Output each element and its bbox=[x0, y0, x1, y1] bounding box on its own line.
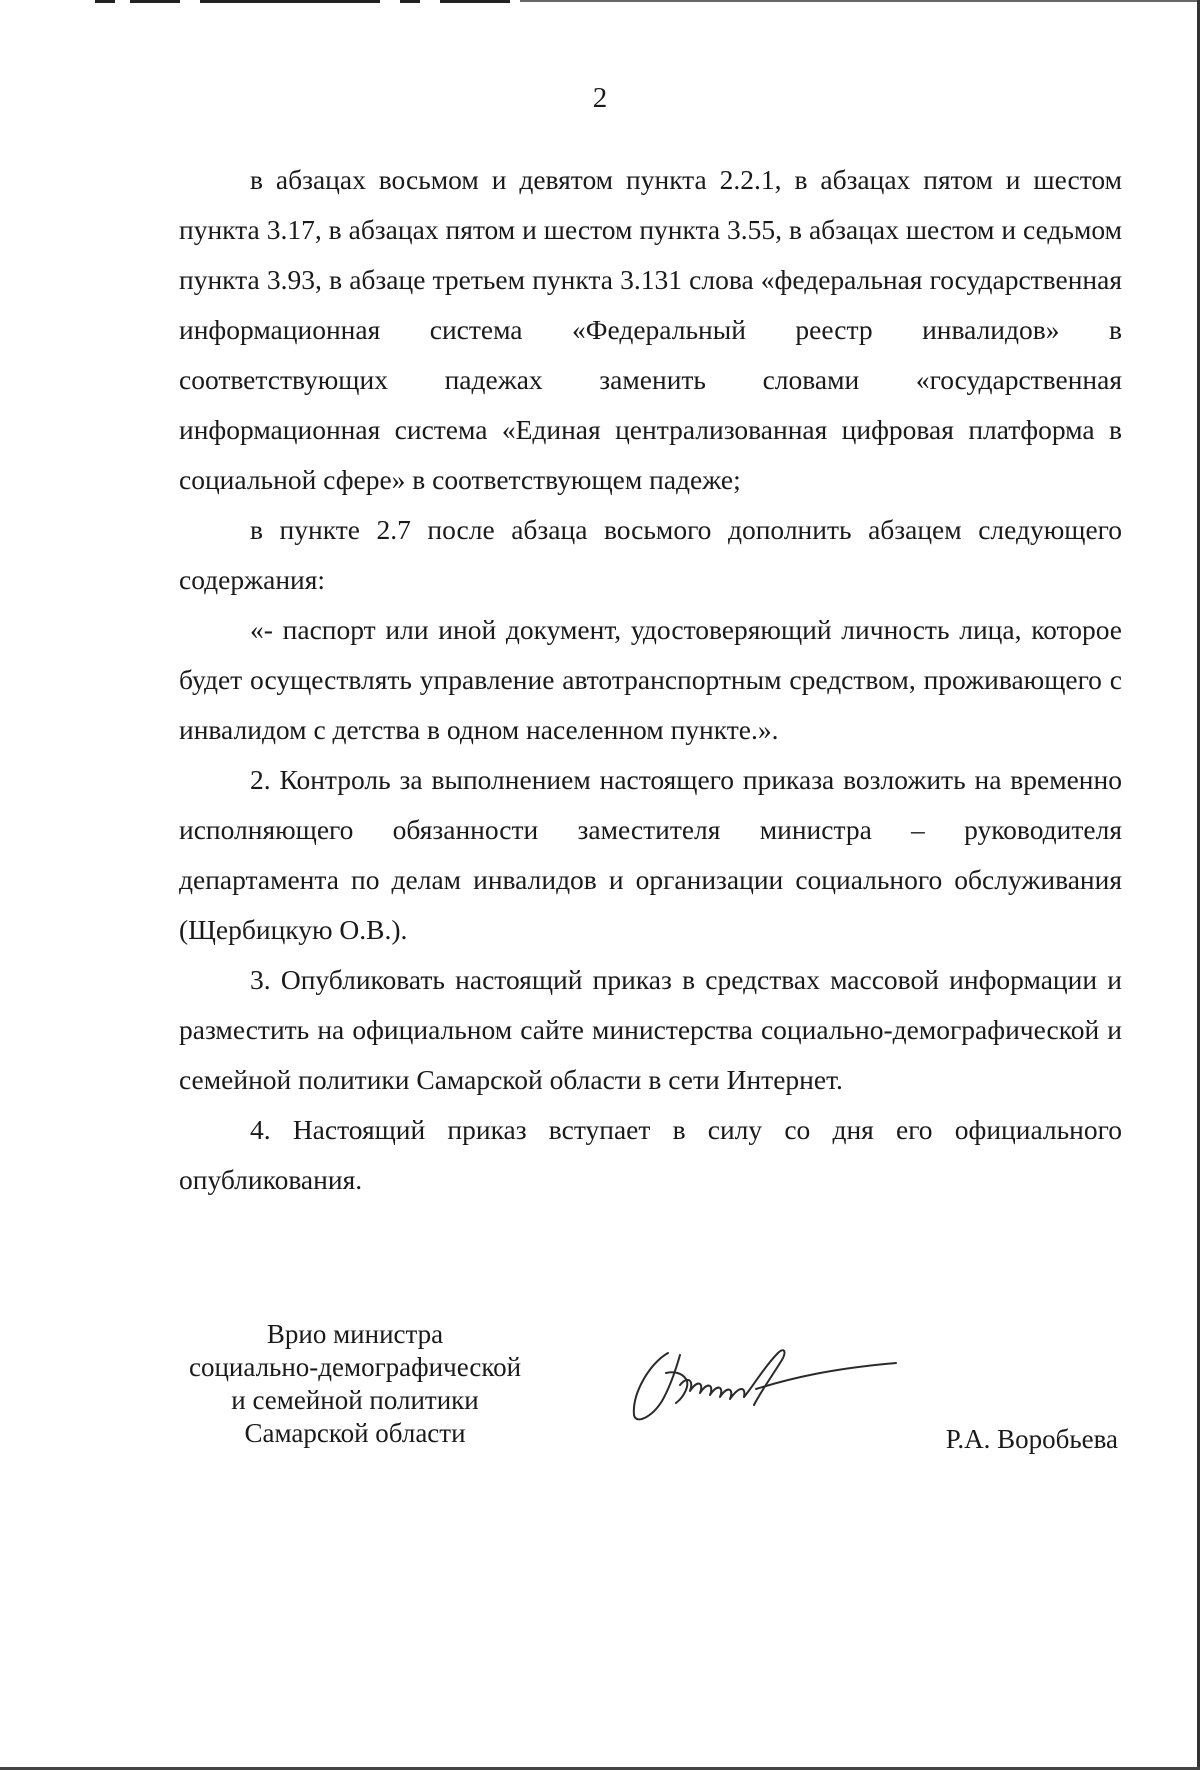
signatory-position bbox=[170, 1318, 540, 1450]
document-body bbox=[179, 155, 1122, 1205]
position-line: Самарской области bbox=[244, 1418, 466, 1448]
position-line: Врио министра bbox=[266, 1319, 444, 1349]
page-number: 2 bbox=[592, 82, 608, 114]
paragraph-amendment-registry: в абзацах восьмом и девятом пункта 2.2.1, в абзацах пятом и шестом пункта 3.17, в абзацах пятом и шестом пункта 3.55, в абзацах шестом и седьмом пункта 3.93, в абзаце третьем пункта 3.131 слова «федеральная государственная информационная система «Федеральный реестр инвалидов» в соответствующих падежах заменить словами «государственная информационная система «Единая централизованная цифровая платформа в социальной сфере» в соответствующем падеже; bbox=[179, 164, 1122, 495]
paragraph-control: 2. Контроль за выполнением настоящего приказа возложить на временно исполняющего обязанности заместителя министра – руководителя департамента по делам инвалидов и организации социального обслуживания (Щербицкую О.В.). bbox=[179, 764, 1122, 945]
paragraph-passport-item: «- паспорт или иной документ, удостоверяющий личность лица, которое будет осуществлять управление автотранспортным средством, проживающего с инвалидом с детства в одном населенном пункте.». bbox=[179, 614, 1122, 745]
position-line: и семейной политики bbox=[231, 1385, 479, 1415]
paragraph-publish: 3. Опубликовать настоящий приказ в средствах массовой информации и разместить на официальном сайте министерства социально-демографической и семейной политики Самарской области в сети Интернет. bbox=[179, 964, 1122, 1095]
scan-edge-top bbox=[0, 0, 1200, 4]
signatory-name: Р.А. Воробьева bbox=[945, 1424, 1118, 1454]
handwritten-signature bbox=[628, 1345, 903, 1425]
paragraph-effective: 4. Настоящий приказ вступает в силу со дня его официального опубликования. bbox=[179, 1114, 1122, 1195]
paragraph-amendment-2-7: в пункте 2.7 после абзаца восьмого дополнить абзацем следующего содержания: bbox=[179, 514, 1122, 595]
position-line: социально-демографической bbox=[188, 1352, 522, 1382]
